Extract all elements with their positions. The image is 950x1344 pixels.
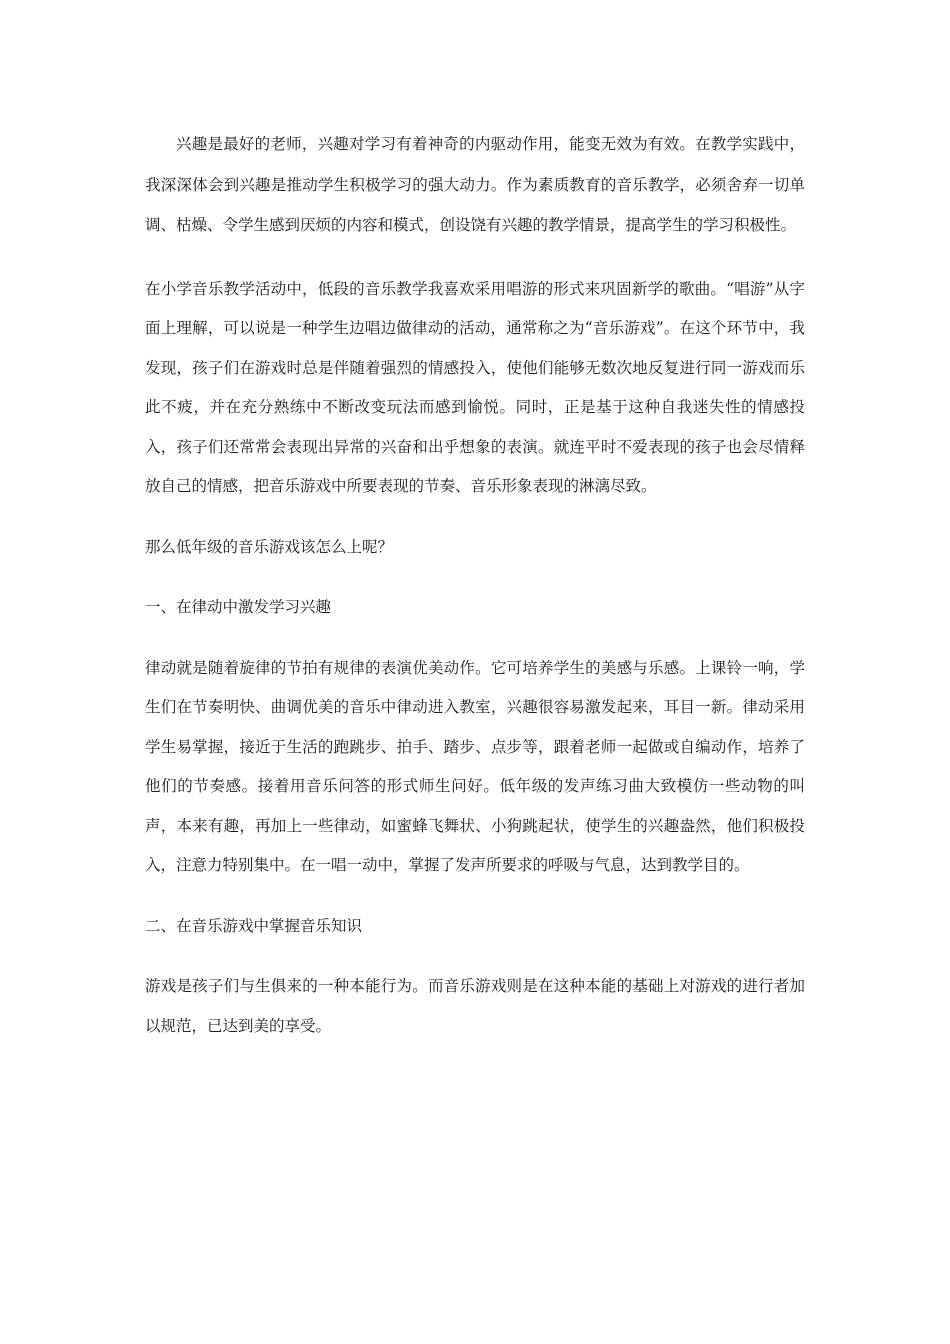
question-line: 那么低年级的音乐游戏该怎么上呢？ xyxy=(145,537,394,556)
rhythm-paragraph: 律动就是随着旋律的节拍有规律的表演优美动作。它可培养学生的美感与乐感。上课铃一响，学生们在节奏明快、曲调优美的音乐中律动进入教室，兴趣很容易激发起来，耳目一新。律动采用学生易掌握，接近于生活的跑跳步、拍手、踏步、点步等，跟着老师一起做或自编动作，培养了他们的节奏感。接着用音乐问答的形式师生问好。低年级的发声练习曲大致模仿一些动物的叫声，本来有趣，再加上一些律动，如蜜蜂飞舞状、小狗跳起状，使学生的兴趣盎然，他们积极投入，注意力特别集中。在一唱一动中，掌握了发声所要求的呼吸与气息，达到教学目的。 xyxy=(145,658,805,874)
intro-paragraph: 兴趣是最好的老师，兴趣对学习有着神奇的内驱动作用，能变无效为有效。在教学实践中，我深深体会到兴趣是推动学生积极学习的强大动力。作为素质教育的音乐教学，必须舍弃一切单调、枯燥、令学生感到厌烦的内容和模式，创设饶有兴趣的教学情景，提高学生的学习积极性。 xyxy=(145,135,805,234)
section-heading-2: 二、在音乐游戏中掌握音乐知识 xyxy=(145,916,363,935)
games-paragraph: 游戏是孩子们与生俱来的一种本能行为。而音乐游戏则是在这种本能的基础上对游戏的进行者加以规范，已达到美的享受。 xyxy=(145,977,805,1035)
document-body xyxy=(145,124,805,1046)
singing-games-paragraph: 在小学音乐教学活动中，低段的音乐教学我喜欢采用唱游的形式来巩固新学的歌曲。“唱游”从字面上理解，可以说是一种学生边唱边做律动的活动，通常称之为“音乐游戏”。在这个环节中，我发现，孩子们在游戏时总是伴随着强烈的情感投入，使他们能够无数次地反复进行同一游戏而乐此不疲，并在充分熟练中不断改变玩法而感到愉悦。同时，正是基于这种自我迷失性的情感投入，孩子们还常常会表现出异常的兴奋和出乎想象的表演。就连平时不爱表现的孩子也会尽情释放自己的情感，把音乐游戏中所要表现的节奏、音乐形象表现的淋漓尽致。 xyxy=(145,279,805,495)
section-heading-1: 一、在律动中激发学习兴趣 xyxy=(145,598,332,616)
